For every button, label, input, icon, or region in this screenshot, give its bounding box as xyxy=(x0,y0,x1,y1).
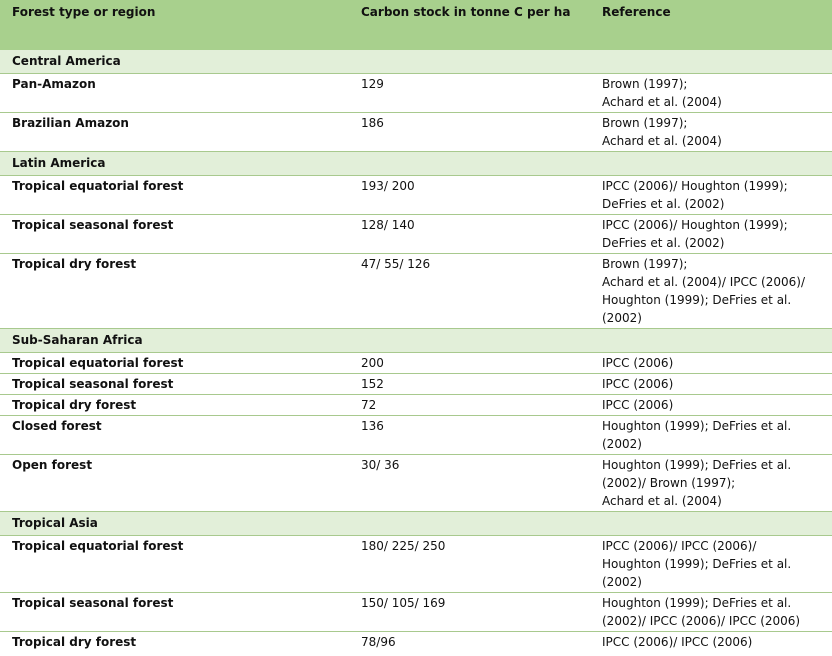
reference-cell xyxy=(590,416,832,455)
forest-type-cell: Tropical equatorial forest xyxy=(0,536,349,593)
forest-type-cell: Tropical seasonal forest xyxy=(0,215,349,254)
reference-cell xyxy=(590,215,832,254)
reference-cell xyxy=(590,176,832,215)
header-row xyxy=(0,0,832,50)
forest-type-cell: Pan-Amazon xyxy=(0,74,349,113)
reference-line: IPCC (2006)/ IPCC (2006)/ xyxy=(602,539,757,553)
reference-line: (2002)/ Brown (1997); xyxy=(602,476,736,490)
region-row xyxy=(0,50,832,74)
region-row xyxy=(0,329,832,353)
carbon-stock-cell: 128/ 140 xyxy=(349,215,590,254)
region-name: Latin America xyxy=(0,152,832,176)
reference-line: IPCC (2006)/ IPCC (2006) xyxy=(602,635,753,649)
table-row xyxy=(0,353,832,374)
reference-cell xyxy=(590,395,832,416)
table-row xyxy=(0,176,832,215)
carbon-stock-cell: 186 xyxy=(349,113,590,152)
forest-type-cell: Tropical seasonal forest xyxy=(0,593,349,632)
forest-type-cell: Tropical equatorial forest xyxy=(0,176,349,215)
reference-line: (2002) xyxy=(602,437,642,451)
table-row xyxy=(0,416,832,455)
carbon-stock-cell: 180/ 225/ 250 xyxy=(349,536,590,593)
table-row xyxy=(0,536,832,593)
reference-line: Brown (1997); xyxy=(602,116,688,130)
forest-type-cell: Tropical seasonal forest xyxy=(0,374,349,395)
reference-line: (2002) xyxy=(602,575,642,589)
carbon-stock-cell: 78/96 xyxy=(361,635,396,649)
reference-line: IPCC (2006) xyxy=(602,398,674,412)
carbon-stock-cell: 200 xyxy=(349,353,590,374)
forest-type-cell: Open forest xyxy=(0,455,349,512)
table-row xyxy=(0,455,832,512)
table-row xyxy=(0,632,832,653)
reference-line: DeFries et al. (2002) xyxy=(602,236,725,250)
forest-type-cell: Brazilian Amazon xyxy=(0,113,349,152)
table-row xyxy=(0,74,832,113)
table-row xyxy=(0,113,832,152)
reference-line: IPCC (2006) xyxy=(602,356,674,370)
reference-cell xyxy=(590,113,832,152)
reference-line: Houghton (1999); DeFries et al. xyxy=(602,596,792,610)
header-reference: Reference xyxy=(590,0,832,50)
carbon-stock-cell: 72 xyxy=(349,395,590,416)
reference-cell xyxy=(590,353,832,374)
carbon-stock-cell: 193/ 200 xyxy=(349,176,590,215)
reference-line: Achard et al. (2004) xyxy=(602,494,722,508)
reference-cell xyxy=(590,455,832,512)
forest-type-cell: Tropical equatorial forest xyxy=(0,353,349,374)
carbon-stock-cell: 30/ 36 xyxy=(349,455,590,512)
reference-cell xyxy=(590,593,832,632)
reference-line: Houghton (1999); DeFries et al. xyxy=(602,419,792,433)
reference-line: Achard et al. (2004) xyxy=(602,95,722,109)
reference-cell xyxy=(590,536,832,593)
reference-line: IPCC (2006)/ Houghton (1999); xyxy=(602,218,788,232)
table-row xyxy=(0,374,832,395)
reference-line: Houghton (1999); DeFries et al. xyxy=(602,293,792,307)
reference-cell xyxy=(590,632,832,653)
table-row xyxy=(0,593,832,632)
region-row xyxy=(0,152,832,176)
reference-line: Brown (1997); xyxy=(602,77,688,91)
forest-type-cell: Tropical dry forest xyxy=(0,395,349,416)
carbon-stock-cell: 136 xyxy=(349,416,590,455)
header-carbon-stock: Carbon stock in tonne C per ha xyxy=(349,0,590,50)
carbon-stock-cell: 47/ 55/ 126 xyxy=(349,254,590,329)
table-row xyxy=(0,395,832,416)
table-row xyxy=(0,254,832,329)
reference-line: (2002)/ IPCC (2006)/ IPCC (2006) xyxy=(602,614,801,628)
carbon-stock-cell: 150/ 105/ 169 xyxy=(349,593,590,632)
region-row xyxy=(0,512,832,536)
reference-line: Brown (1997); xyxy=(602,257,688,271)
forest-type-cell: Tropical dry forest xyxy=(0,254,349,329)
table-body xyxy=(0,50,832,652)
reference-cell xyxy=(590,254,832,329)
forest-type-cell: Closed forest xyxy=(0,416,349,455)
reference-line: (2002) xyxy=(602,311,642,325)
header-forest-type: Forest type or region xyxy=(0,0,349,50)
reference-line: Houghton (1999); DeFries et al. xyxy=(602,557,792,571)
reference-line: IPCC (2006) xyxy=(602,377,674,391)
region-name: Tropical Asia xyxy=(0,512,832,536)
reference-line: DeFries et al. (2002) xyxy=(602,197,725,211)
reference-cell xyxy=(590,74,832,113)
region-name: Central America xyxy=(0,50,832,74)
carbon-stock-cell: 152 xyxy=(349,374,590,395)
table-row xyxy=(0,215,832,254)
reference-line: Achard et al. (2004)/ IPCC (2006)/ xyxy=(602,275,805,289)
reference-line: Achard et al. (2004) xyxy=(602,134,722,148)
carbon-stock-cell: 129 xyxy=(349,74,590,113)
forest-type-cell: Tropical dry forest xyxy=(12,635,137,649)
reference-line: Houghton (1999); DeFries et al. xyxy=(602,458,792,472)
reference-cell xyxy=(590,374,832,395)
region-name: Sub-Saharan Africa xyxy=(0,329,832,353)
reference-line: IPCC (2006)/ Houghton (1999); xyxy=(602,179,788,193)
